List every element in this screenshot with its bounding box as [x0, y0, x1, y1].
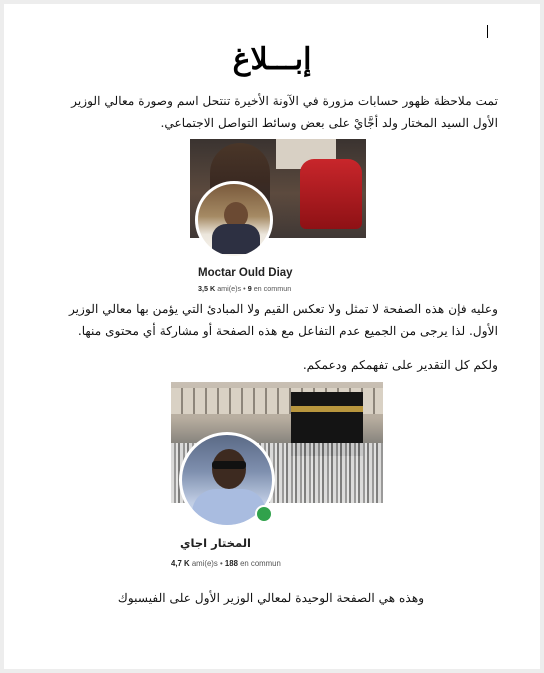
- paragraph-notice: تمت ملاحظة ظهور حسابات مزورة في الآونة الأخيرة تنتحل اسم وصورة معالي الوزير الأول السيد المختار ولد أجَّايْ على بعض وسائط التواصل الاجتماعي.: [71, 94, 498, 130]
- fake-profile-friends-label: ami(e)s: [217, 284, 242, 293]
- real-profile-mutual-count: 188: [224, 559, 238, 568]
- fake-profile-stats: [198, 284, 291, 293]
- document-page: [4, 4, 540, 669]
- fake-profile-mutual-count: 9: [247, 284, 252, 293]
- real-profile-mutual-label: en commun: [240, 559, 281, 568]
- fake-profile-friends-count: 3,5 K: [198, 284, 216, 293]
- page-title: إبـــلاغ: [232, 42, 312, 77]
- text-cursor: [487, 25, 488, 38]
- real-profile-friends-label: ami(e)s: [191, 559, 218, 568]
- fake-profile-mutual-label: en commun: [253, 284, 292, 293]
- fake-profile-card[interactable]: [190, 139, 366, 293]
- paragraph-official-page: وهذه هي الصفحة الوحيدة لمعالي الوزير الأول على الفيسبوك: [117, 591, 425, 605]
- paragraph-thanks: ولكم كل التقدير على تفهمكم ودعمكم.: [302, 358, 498, 372]
- real-profile-name[interactable]: المختار اجاي: [180, 536, 251, 550]
- stats-separator: •: [243, 284, 246, 293]
- stats-separator: •: [219, 559, 223, 568]
- online-status-icon: [255, 505, 273, 523]
- paragraph-warning: وعليه فإن هذه الصفحة لا تمثل ولا تعكس القيم ولا المبادئ التي يؤمن بها معالي الوزير الأول. لذا يرجى من الجميع عدم التفاعل مع هذه الصفحة أو مشاركة أي محتوى منها.: [68, 302, 498, 338]
- real-profile-friends-count: 4,7 K: [171, 559, 190, 568]
- fake-profile-name[interactable]: Moctar Ould Diay: [198, 267, 293, 279]
- fake-profile-avatar[interactable]: [195, 181, 273, 259]
- real-profile-stats: [171, 559, 281, 568]
- real-profile-card[interactable]: [171, 382, 383, 576]
